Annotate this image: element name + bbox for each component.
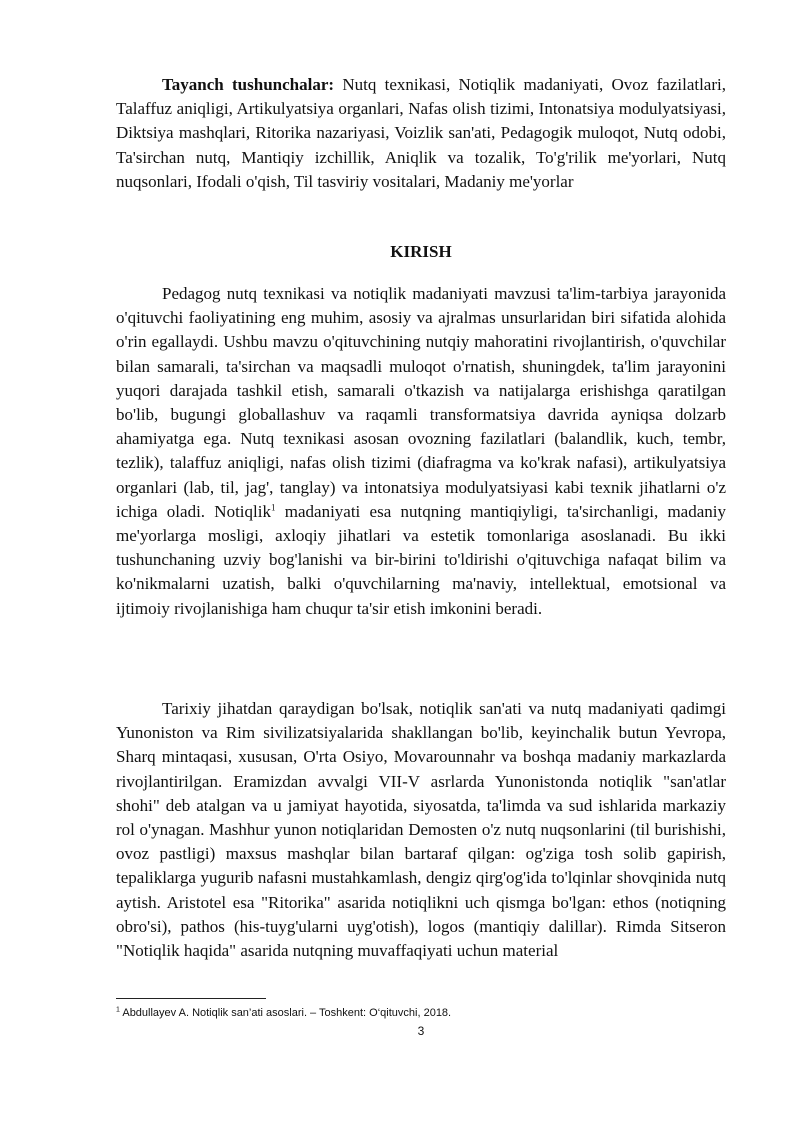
page-number: 3 (417, 1024, 425, 1038)
history-text: Tarixiy jihatdan qaraydigan bo'lsak, notiqlik san'ati va nutq madaniyati qadimgi Yunoniston va Rim sivilizatsiyalarida shakllangan bo'lib, keyinchalik butun Yevropa, Sharq mintaqasi, xususan, O'rta Osiyo, Movarounnahr va boshqa madaniy markazlarda rivojlantirilgan. Eramizdan avvalgi VII-V asrlarda Yunonistonda notiqlik "san'atlar shohi" deb atalgan va u jamiyat hayotida, siyosatda, ta'limda va sud ishlarida markaziy rol o'ynagan. Mashhur yunon notiqlaridan Demosten o'z nutq nuqsonlarini (til burishishi, ovoz pastligi) maxsus mashqlar bilan bartaraf qilgan: og'ziga tosh solib gapirish, tepaliklarga yugurib nafasni mustahkamlash, dengiz qirg'og'ida to'lqinlar shovqinida nutq aytish. Aristotel esa "Ritorika" asarida notiqlikni uch qismga bo'lgan: ethos (notiqning obro'si), pathos (his-tuyg'ularni uyg'otish), logos (mantiqiy dalillar). Rimda Sitseron "Notiqlik haqida" asarida nutqning muvaffaqiyati uchun material (116, 699, 726, 961)
keywords-label: Tayanch tushunchalar: (162, 75, 335, 94)
section-heading: KIRISH (390, 242, 452, 261)
footnote (116, 1006, 726, 1020)
intro-text-part1: Pedagog nutq texnikasi va notiqlik madaniyati mavzusi ta'lim-tarbiya jarayonida o'qituvchi faoliyatining eng muhim, asosiy va ajralmas unsurlaridan biri sifatida alohida o'rin egallaydi. Ushbu mavzu o'qituvchining nutqiy mahoratini rivojlantirish, o'quvchilar bilan samarali, ta'sirchan va maqsadli muloqot o'rnatish, shuningdek, ta'lim jarayonini yuqori darajada tashkil etish, samarali o'tkazish va natijalarga erishishga qaratilgan bo'lib, bugungi globallashuv va raqamli transformatsiya davrida ayniqsa dolzarb ahamiyatga ega. Nutq texnikasi asosan ovozning fazilatlari (balandlik, kuch, tembr, tezlik), talaffuz aniqligi, nafas olish tizimi (diafragma va ko'krak nafasi), artikulyatsiya organlari (lab, til, jag', tanglay) va intonatsiya modulyatsiyasi kabi texnik jihatlarni o'z ichiga oladi. Notiqlik (116, 284, 726, 521)
footnote-text: Abdullayev A. Notiqlik san’ati asoslari. – Toshkent: O‘qituvchi, 2018. (119, 1007, 452, 1019)
keywords-list: Nutq texnikasi, Notiqlik madaniyati, Ovoz fazilatlari, Talaffuz aniqligi, Artikulyatsiya organlari, Nafas olish tizimi, Intonatsiya modulyatsiyasi, Diktsiya mashqlari, Ritorika nazariyasi, Voizlik san'ati, Pedagogik muloqot, Nutq odobi, Ta'sirchan nutq, Mantiqiy izchillik, Aniqlik va tozalik, To'g'rilik me'yorlari, Nutq nuqsonlari, Ifodali o'qish, Til tasviriy vositalari, Madaniy me'yorlar (116, 75, 726, 191)
footnote-separator (116, 998, 266, 999)
footnote-marker: 1 (116, 1006, 120, 1014)
intro-paragraph (116, 282, 726, 621)
keywords-paragraph (116, 73, 726, 194)
history-paragraph (116, 697, 726, 963)
footnote-reference: 1 (270, 502, 276, 513)
intro-text-part2: madaniyati esa nutqning mantiqiyligi, ta'sirchanligi, madaniy me'yorlarga mosligi, axloqiy jihatlari va estetik tomonlariga asoslanadi. Bu ikki tushunchaning uzviy bog'lanishi va bir-birini to'ldirishi o'qituvchiga nafaqat bilim va ko'nikmalarni uzatish, balki o'quvchilarning ma'naviy, intellektual, emotsional va ijtimoiy rivojlanishiga ham chuqur ta'sir etish imkonini beradi. (116, 501, 726, 618)
